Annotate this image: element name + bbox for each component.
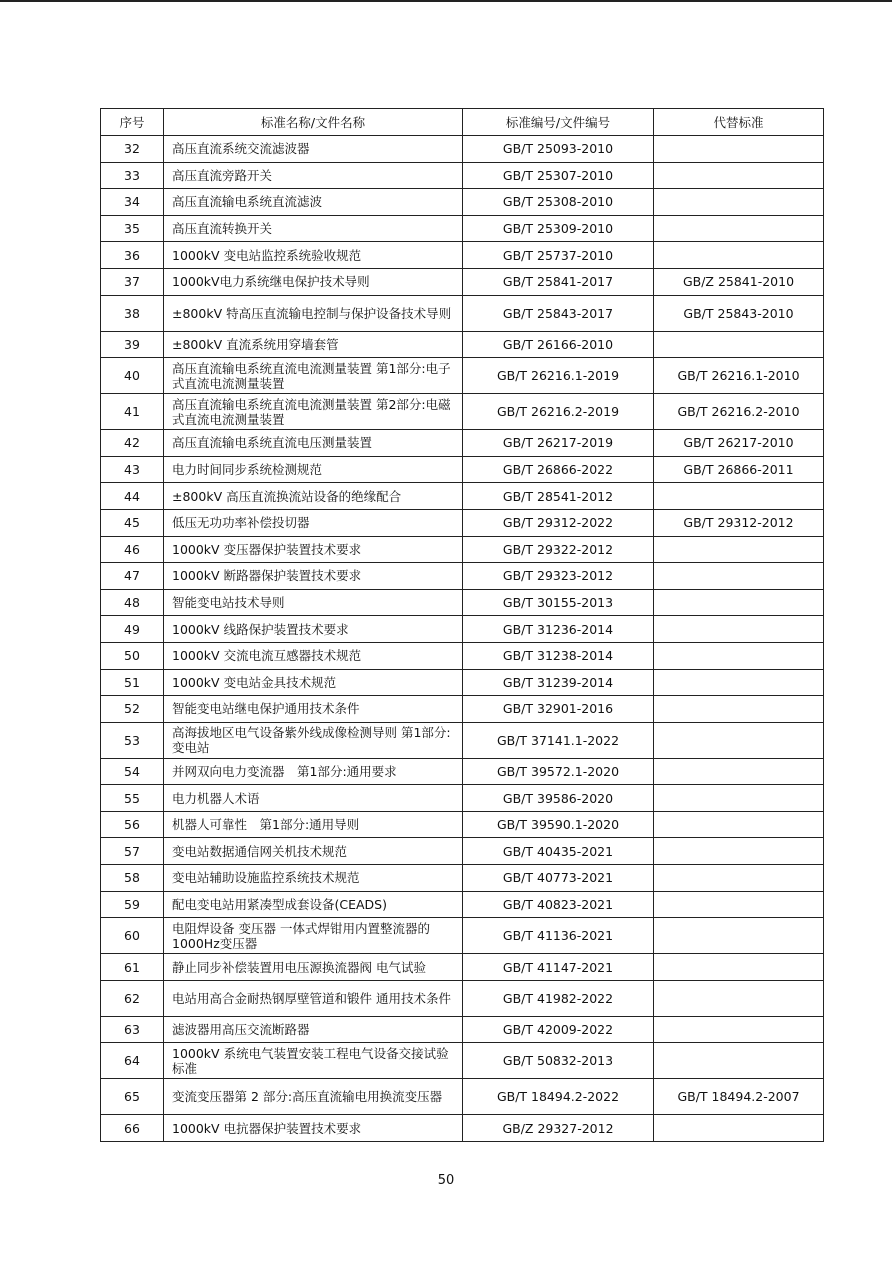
standard-code: GB/T 26216.2-2019 [463,394,654,430]
standard-code: GB/T 41982-2022 [463,980,654,1016]
replaced-standard: GB/T 29312-2012 [654,509,824,536]
standard-name: 高海拔地区电气设备紫外线成像检测导则 第1部分:变电站 [164,722,463,758]
standard-code: GB/T 28541-2012 [463,483,654,510]
standard-name: 电站用高合金耐热钢厚壁管道和锻件 通用技术条件 [164,980,463,1016]
header-replaces: 代替标准 [654,109,824,136]
standard-name: 变电站数据通信网关机技术规范 [164,838,463,865]
replaced-standard: GB/T 26866-2011 [654,456,824,483]
replaced-standard [654,483,824,510]
row-number: 35 [101,215,164,242]
standard-name: 变电站辅助设施监控系统技术规范 [164,865,463,892]
standard-name: 滤波器用高压交流断路器 [164,1016,463,1043]
replaced-standard [654,865,824,892]
page-number: 50 [437,1173,455,1188]
standard-code: GB/T 39586-2020 [463,785,654,812]
replaced-standard [654,758,824,785]
row-number: 57 [101,838,164,865]
table-header-row [101,109,824,136]
replaced-standard [654,669,824,696]
replaced-standard [654,811,824,838]
standard-code: GB/T 39590.1-2020 [463,811,654,838]
replaced-standard [654,616,824,643]
row-number: 66 [101,1115,164,1142]
table-row [101,758,824,785]
standard-name: 高压直流输电系统直流电流测量装置 第1部分:电子式直流电流测量装置 [164,358,463,394]
table-row [101,358,824,394]
replaced-standard [654,1043,824,1079]
replaced-standard [654,189,824,216]
row-number: 36 [101,242,164,269]
standard-name: 智能变电站技术导则 [164,589,463,616]
standard-code: GB/T 37141.1-2022 [463,722,654,758]
table-row [101,509,824,536]
standard-name: ±800kV 高压直流换流站设备的绝缘配合 [164,483,463,510]
row-number: 32 [101,136,164,163]
standard-code: GB/T 29322-2012 [463,536,654,563]
table-row [101,483,824,510]
table-row [101,642,824,669]
row-number: 37 [101,268,164,295]
standard-code: GB/T 26866-2022 [463,456,654,483]
table-row [101,669,824,696]
standard-name: 智能变电站继电保护通用技术条件 [164,696,463,723]
row-number: 41 [101,394,164,430]
replaced-standard [654,722,824,758]
table-row [101,696,824,723]
replaced-standard [654,954,824,981]
table-row [101,162,824,189]
standard-name: 1000kV 变压器保护装置技术要求 [164,536,463,563]
row-number: 47 [101,563,164,590]
standard-code: GB/T 25737-2010 [463,242,654,269]
row-number: 52 [101,696,164,723]
standard-name: 1000kV 变电站监控系统验收规范 [164,242,463,269]
row-number: 65 [101,1079,164,1115]
replaced-standard: GB/T 26216.2-2010 [654,394,824,430]
replaced-standard [654,589,824,616]
standard-name: 电力机器人术语 [164,785,463,812]
row-number: 53 [101,722,164,758]
standard-code: GB/T 29312-2022 [463,509,654,536]
row-number: 60 [101,918,164,954]
replaced-standard [654,331,824,358]
standard-name: 高压直流旁路开关 [164,162,463,189]
table-row [101,295,824,331]
table-row [101,242,824,269]
table-row [101,1115,824,1142]
standard-code: GB/T 40823-2021 [463,891,654,918]
header-name: 标准名称/文件名称 [164,109,463,136]
row-number: 59 [101,891,164,918]
top-border-line [0,0,892,2]
standard-name: 1000kV 断路器保护装置技术要求 [164,563,463,590]
standard-code: GB/T 29323-2012 [463,563,654,590]
row-number: 56 [101,811,164,838]
row-number: 39 [101,331,164,358]
standard-name: 变流变压器第 2 部分:高压直流输电用换流变压器 [164,1079,463,1115]
standard-code: GB/T 32901-2016 [463,696,654,723]
row-number: 58 [101,865,164,892]
row-number: 62 [101,980,164,1016]
replaced-standard [654,1115,824,1142]
table-row [101,1016,824,1043]
standard-code: GB/T 39572.1-2020 [463,758,654,785]
standard-code: GB/T 18494.2-2022 [463,1079,654,1115]
standard-code: GB/T 41147-2021 [463,954,654,981]
replaced-standard [654,642,824,669]
standard-name: 高压直流输电系统直流电压测量装置 [164,430,463,457]
row-number: 48 [101,589,164,616]
standard-name: 1000kV 线路保护装置技术要求 [164,616,463,643]
standard-code: GB/T 25841-2017 [463,268,654,295]
standard-code: GB/Z 29327-2012 [463,1115,654,1142]
row-number: 54 [101,758,164,785]
row-number: 64 [101,1043,164,1079]
standards-table [100,108,824,1142]
table-row [101,865,824,892]
table-row [101,215,824,242]
row-number: 33 [101,162,164,189]
row-number: 34 [101,189,164,216]
standard-name: 电阻焊设备 变压器 一体式焊钳用内置整流器的1000Hz变压器 [164,918,463,954]
replaced-standard: GB/T 18494.2-2007 [654,1079,824,1115]
standard-name: 电力时间同步系统检测规范 [164,456,463,483]
table-row [101,811,824,838]
standard-code: GB/T 31239-2014 [463,669,654,696]
table-row [101,430,824,457]
replaced-standard [654,215,824,242]
row-number: 38 [101,295,164,331]
standard-name: 并网双向电力变流器 第1部分:通用要求 [164,758,463,785]
replaced-standard [654,536,824,563]
standard-name: ±800kV 直流系统用穿墙套管 [164,331,463,358]
row-number: 46 [101,536,164,563]
standard-name: 高压直流输电系统直流电流测量装置 第2部分:电磁式直流电流测量装置 [164,394,463,430]
standard-code: GB/T 40773-2021 [463,865,654,892]
table-row [101,980,824,1016]
table-row [101,954,824,981]
standard-name: 高压直流转换开关 [164,215,463,242]
standard-code: GB/T 26217-2019 [463,430,654,457]
replaced-standard: GB/Z 25841-2010 [654,268,824,295]
row-number: 51 [101,669,164,696]
table-row [101,394,824,430]
standard-name: 1000kV电力系统继电保护技术导则 [164,268,463,295]
row-number: 49 [101,616,164,643]
header-no: 序号 [101,109,164,136]
replaced-standard [654,980,824,1016]
standard-code: GB/T 26216.1-2019 [463,358,654,394]
standard-name: 1000kV 系统电气装置安装工程电气设备交接试验标准 [164,1043,463,1079]
row-number: 42 [101,430,164,457]
standard-code: GB/T 50832-2013 [463,1043,654,1079]
replaced-standard [654,1016,824,1043]
table-row [101,331,824,358]
table-row [101,918,824,954]
table-row [101,136,824,163]
standard-name: 1000kV 变电站金具技术规范 [164,669,463,696]
replaced-standard [654,838,824,865]
standard-code: GB/T 40435-2021 [463,838,654,865]
row-number: 44 [101,483,164,510]
standard-code: GB/T 41136-2021 [463,918,654,954]
table-body [101,136,824,1142]
table-row [101,456,824,483]
standard-name: 1000kV 电抗器保护装置技术要求 [164,1115,463,1142]
table-row [101,722,824,758]
row-number: 43 [101,456,164,483]
row-number: 45 [101,509,164,536]
row-number: 61 [101,954,164,981]
standard-name: 低压无功功率补偿投切器 [164,509,463,536]
replaced-standard: GB/T 26216.1-2010 [654,358,824,394]
header-code: 标准编号/文件编号 [463,109,654,136]
replaced-standard [654,785,824,812]
replaced-standard [654,891,824,918]
row-number: 55 [101,785,164,812]
table-row [101,563,824,590]
standard-code: GB/T 26166-2010 [463,331,654,358]
row-number: 40 [101,358,164,394]
standard-code: GB/T 25093-2010 [463,136,654,163]
table-row [101,589,824,616]
standard-code: GB/T 30155-2013 [463,589,654,616]
standard-code: GB/T 31236-2014 [463,616,654,643]
standard-code: GB/T 25843-2017 [463,295,654,331]
standard-code: GB/T 31238-2014 [463,642,654,669]
replaced-standard [654,918,824,954]
standard-name: 配电变电站用紧凑型成套设备(CEADS) [164,891,463,918]
standard-name: 机器人可靠性 第1部分:通用导则 [164,811,463,838]
table-row [101,785,824,812]
table-row [101,891,824,918]
table-row [101,616,824,643]
standard-name: 1000kV 交流电流互感器技术规范 [164,642,463,669]
standard-code: GB/T 25307-2010 [463,162,654,189]
standard-name: ±800kV 特高压直流输电控制与保护设备技术导则 [164,295,463,331]
replaced-standard: GB/T 26217-2010 [654,430,824,457]
replaced-standard [654,242,824,269]
standard-name: 高压直流系统交流滤波器 [164,136,463,163]
standard-code: GB/T 25309-2010 [463,215,654,242]
table-row [101,268,824,295]
standard-name: 高压直流输电系统直流滤波 [164,189,463,216]
table-row [101,189,824,216]
replaced-standard [654,563,824,590]
standard-code: GB/T 42009-2022 [463,1016,654,1043]
standard-name: 静止同步补偿装置用电压源换流器阀 电气试验 [164,954,463,981]
replaced-standard: GB/T 25843-2010 [654,295,824,331]
replaced-standard [654,696,824,723]
row-number: 50 [101,642,164,669]
table-row [101,1043,824,1079]
replaced-standard [654,136,824,163]
table-row [101,1079,824,1115]
standard-code: GB/T 25308-2010 [463,189,654,216]
replaced-standard [654,162,824,189]
table-row [101,536,824,563]
table-row [101,838,824,865]
row-number: 63 [101,1016,164,1043]
